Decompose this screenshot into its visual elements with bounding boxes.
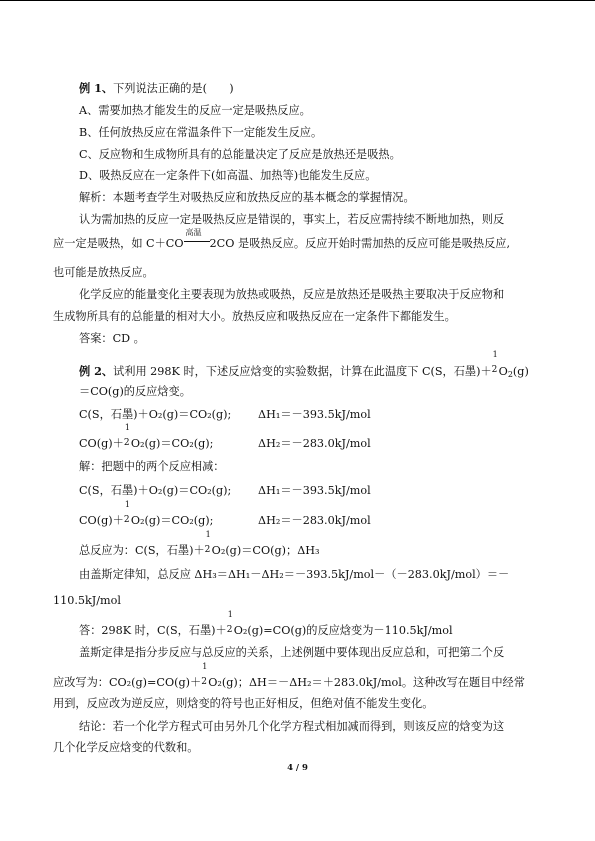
question-text-o: O [498, 365, 508, 378]
example1-para1-line1: 认为需加热的反应一定是吸热反应是错误的，事实上，若反应需持续不断地加热，则反 [79, 213, 505, 226]
given-enthalpy-1: ΔH₁＝－393.5kJ/mol [258, 408, 371, 421]
hess-calculation-line1: 由盖斯定律知，总反应 ΔH₃＝ΔH₁－ΔH₂＝－393.5kJ/mol－（－283.0kJ/mol）＝－ [79, 568, 510, 581]
top-rule [0, 0, 595, 1]
example1-title: 例 1、 [79, 81, 114, 95]
option-d: D、吸热反应在一定条件下(如高温、加热等)也能发生反应。 [79, 169, 377, 182]
question-text: 试利用 298K 时，下述反应焓变的实验数据，计算在此温度下 C(S，石墨)＋ [113, 365, 492, 378]
fraction-half: 1 2 [123, 423, 130, 448]
total-text-rest: O₂(g)＝CO(g)；ΔH₃ [211, 544, 320, 557]
example2-question-line1: 例 2、试利用 298K 时，下述反应焓变的实验数据，计算在此温度下 C(S，石墨)＋ 1 2 $O_2(g)$ [79, 350, 529, 379]
example1-para2-line2: 生成物所具有的总能量的相对大小。放热反应和吸热反应在一定条件下都能发生。 [53, 310, 456, 323]
equation-text: 应一定是吸热，如 C＋CO [53, 237, 184, 250]
example1-para1-line2 [53, 228, 511, 251]
example1-analysis: 解析：本题考查学生对吸热反应和放热反应的基本概念的掌握情况。 [79, 191, 415, 204]
fraction-half: 1 2 [201, 662, 208, 687]
fraction-half: 1 2 [226, 610, 233, 635]
fraction-half: 1 2 [204, 530, 211, 555]
solution-equation-1: C(S，石墨)＋O₂(g)＝CO₂(g); [79, 484, 232, 497]
option-c: C、反应物和生成物所具有的总能量决定了反应是放热还是吸热。 [79, 148, 401, 161]
equation-text: CO(g)＋ [79, 514, 124, 527]
example1-heading [79, 81, 234, 96]
fraction-half: 1 2 [123, 500, 130, 525]
conclusion-line2: 几个化学反应焓变的代数和。 [53, 741, 199, 754]
answer-text-rest: O₂(g)=CO(g)的反应焓变为－110.5kJ/mol [233, 624, 453, 637]
total-text: 总反应为：C(S，石墨)＋ [79, 544, 205, 557]
solution-enthalpy-1: ΔH₁＝－393.5kJ/mol [258, 484, 371, 497]
option-b: B、任何放热反应在常温条件下一定能发生反应。 [79, 126, 323, 139]
option-a: A、需要加热才能发生的反应一定是吸热反应。 [79, 104, 311, 117]
example2-title: 例 2、 [79, 364, 114, 378]
equation-text-rest: O₂(g)＝CO₂(g); [130, 514, 214, 527]
condition-label: 高温 [185, 228, 202, 237]
example2-answer [79, 610, 453, 638]
reaction-condition-arrow [184, 228, 210, 251]
given-equation-1: C(S，石墨)＋O₂(g)＝CO₂(g); [79, 408, 232, 421]
rewrite-line2: 用到，反应改为逆反应，则焓变的符号也正好相反，但绝对值不能发生变化。 [53, 697, 434, 710]
rewrite-line1 [53, 662, 525, 690]
hess-calculation-line2: 110.5kJ/mol [53, 594, 121, 607]
rewrite-text: 应改写为：CO₂(g)=CO(g)＋ [53, 676, 202, 689]
rewrite-text-rest: ＝－ΔH₂＝＋283.0kJ/mol。这种改写在题目中经常 [266, 676, 525, 689]
hess-law-definition: 盖斯定律是指分步反应与总反应的关系，上述例题中要体现出反应总和，可把第二个反 [79, 646, 505, 659]
example1-question: 下列说法正确的是( ) [113, 82, 234, 95]
rewrite-text-mid: O₂(g)；ΔH [208, 676, 267, 689]
given-enthalpy-2: ΔH₂＝－283.0kJ/mol [258, 437, 371, 450]
question-text-g: (g) [512, 365, 529, 378]
answer-text: 答：298K 时，C(S，石墨)＋ [79, 624, 227, 637]
solution-intro: 解：把题中的两个反应相减： [79, 460, 225, 473]
page-number: 4 / 9 [287, 763, 308, 773]
example1-para1-line3: 也可能是放热反应。 [53, 266, 154, 279]
conclusion-line1: 结论：若一个化学方程式可由另外几个化学方程式相加减而得到，则该反应的焓变为这 [79, 720, 505, 733]
example1-para2-line1: 化学反应的能量变化主要表现为放热或吸热，反应是放热还是吸热主要取决于反应物和 [79, 288, 505, 301]
total-reaction [79, 530, 320, 558]
example2-question-line2: ＝CO(g)的反应焓变。 [79, 385, 191, 398]
solution-equation-2 [79, 500, 214, 528]
equation-text-rest: 2CO 是吸热反应。反应开始时需加热的反应可能是吸热反应, [209, 237, 511, 250]
equation-text-rest: O₂(g)＝CO₂(g); [130, 437, 214, 450]
example1-answer: 答案：CD 。 [79, 332, 145, 345]
fraction-half: 1 2 [491, 350, 498, 375]
equation-text: CO(g)＋ [79, 437, 124, 450]
solution-enthalpy-2: ΔH₂＝－283.0kJ/mol [258, 514, 371, 527]
given-equation-2 [79, 423, 214, 451]
